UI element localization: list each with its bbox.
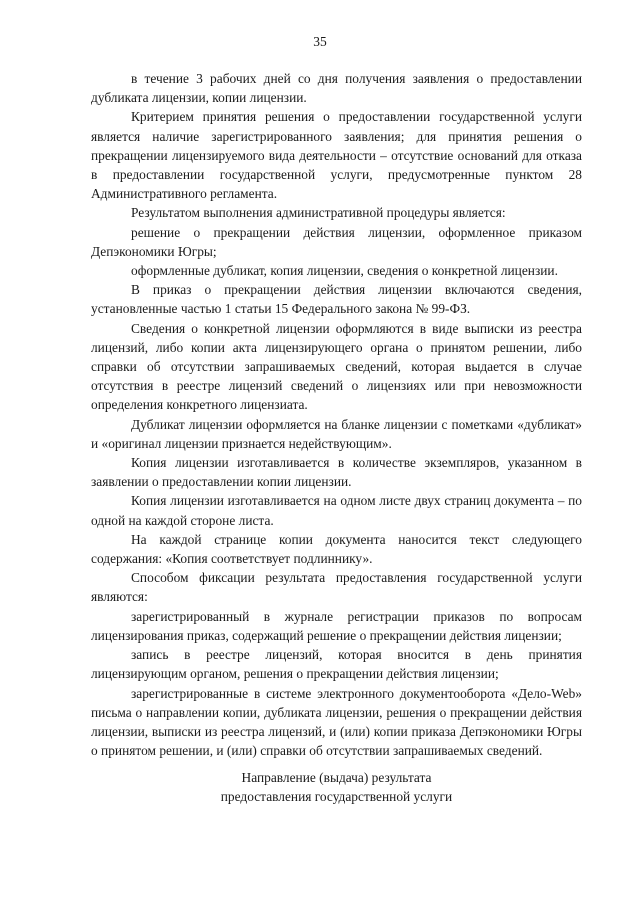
- paragraph-copy-quantity: Копия лицензии изготавливается в количестве экземпляров, указанном в заявлении о предоставлении копии лицензии.: [91, 455, 582, 490]
- paragraph-deadline: в течение 3 рабочих дней со дня получения заявления о предоставлении дубликата лицензии, копии лицензии.: [91, 71, 582, 106]
- paragraph-result-intro: Результатом выполнения административной процедуры является:: [131, 205, 506, 221]
- paragraph-license-info: Сведения о конкретной лицензии оформляются в виде выписки из реестра лицензий, либо копии акта лицензирующего органа о принятом решении, либо справки об отсутствии запрашиваемых сведений, которая выдается в случае отсутствия в реестре лицензий сведений о лицензиях или при невозможности определения конкретного лицензиата.: [91, 320, 582, 413]
- paragraph-criteria: Критерием принятия решения о предоставлении государственной услуги является наличие зарегистрированного заявления; для принятия решения о прекращении лицензируемого вида деятельности – отсутствие оснований для отказа в предоставлении государственной услуги, предусмотренные пунктом 28 Административного регламента.: [91, 109, 582, 202]
- paragraph-duplicate-form: Дубликат лицензии оформляется на бланке лицензии с пометками «дубликат» и «оригинал лицензии признается недействующим».: [91, 416, 582, 451]
- paragraph-fixation-journal: зарегистрированный в журнале регистрации приказов по вопросам лицензирования приказ, содержащий решение о прекращении действия лицензии;: [91, 608, 582, 643]
- paragraph-fixation-intro: Способом фиксации результата предоставления государственной услуги являются:: [91, 570, 582, 605]
- paragraph-copy-text: На каждой странице копии документа наносится текст следующего содержания: «Копия соответствует подлиннику».: [91, 531, 582, 567]
- paragraph-result-duplicate: оформленные дубликат, копия лицензии, сведения о конкретной лицензии.: [131, 263, 558, 279]
- section-heading-line-1: Направление (выдача) результата: [241, 770, 432, 785]
- paragraph-fixation-edms: зарегистрированные в системе электронного документооборота «Дело-Web» письма о направлении копии, дубликата лицензии, решения о прекращении действия лицензии, выписки из реестра лицензий, и (или) копии приказа Депэкономики Югры о принятом решении, и (или) справки об отсутствии запрашиваемых сведений.: [91, 685, 582, 759]
- paragraph-result-order: решение о прекращении действия лицензии, оформленное приказом Депэкономики Югры;: [91, 224, 582, 259]
- page-number: 35: [313, 34, 327, 49]
- section-heading: [91, 768, 582, 806]
- paragraph-fixation-registry: запись в реестре лицензий, которая вносится в день принятия лицензирующим органом, решения о прекращении действия лицензии;: [91, 647, 582, 682]
- paragraph-order-contents: В приказ о прекращении действия лицензии включаются сведения, установленные частью 1 статьи 15 Федерального закона № 99-ФЗ.: [91, 282, 582, 317]
- section-heading-line-2: предоставления государственной услуги: [220, 789, 453, 805]
- paragraph-copy-sheet: Копия лицензии изготавливается на одном листе двух страниц документа – по одной на каждой стороне листа.: [91, 493, 582, 528]
- document-body: [91, 69, 582, 760]
